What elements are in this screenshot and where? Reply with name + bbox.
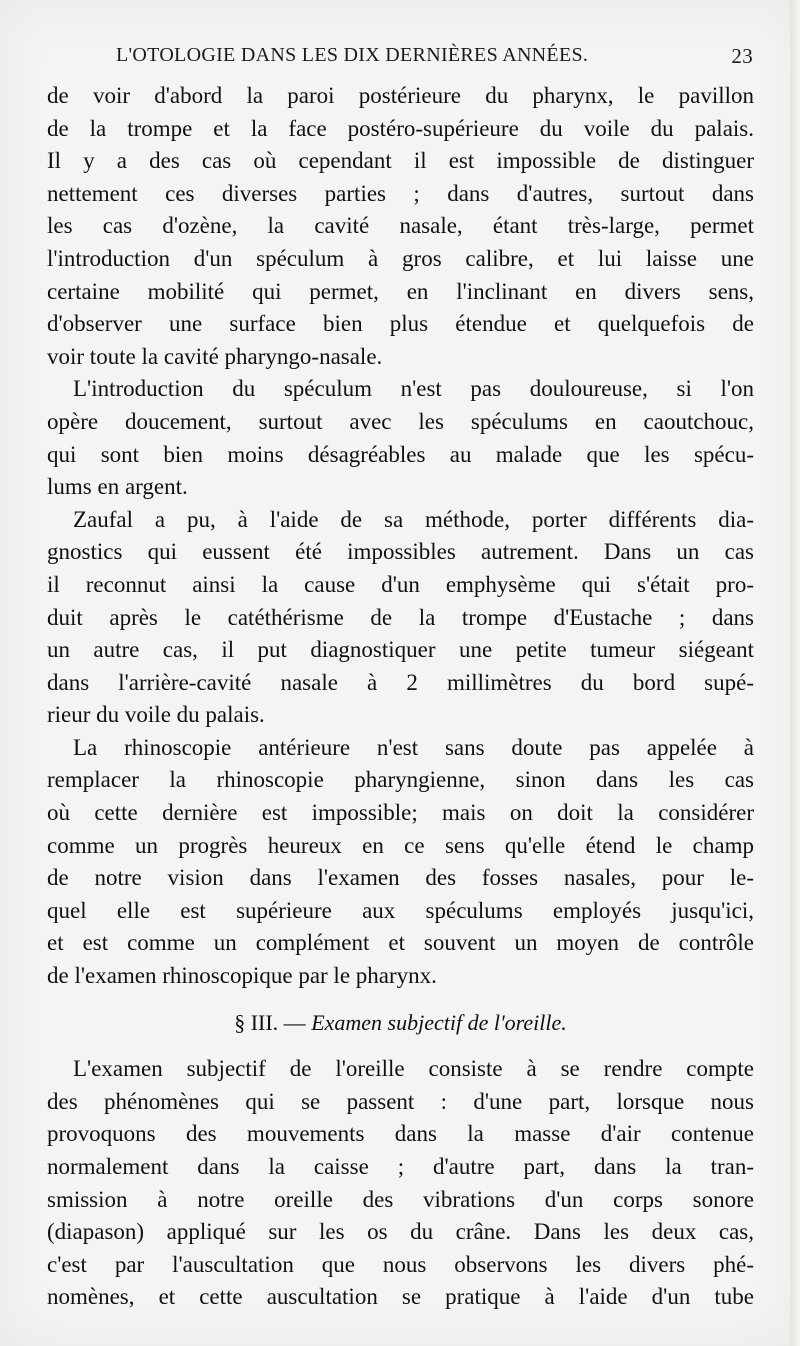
text-line: un autre cas, il put diagnostiquer une petite tumeur siégeant — [47, 637, 754, 663]
text-line: c'est par l'auscultation que nous observons les divers phé- — [47, 1251, 754, 1277]
page-number: 23 — [731, 44, 753, 68]
text-line: provoquons des mouvements dans la masse d'air contenue — [47, 1121, 754, 1147]
text-line: dans l'arrière-cavité nasale à 2 millimètres du bord supé- — [47, 669, 754, 695]
section-title: Examen subjectif de l'oreille. — [311, 1009, 567, 1035]
text-line: voir toute la cavité pharyngo-nasale. — [47, 343, 383, 369]
text-line: (diapason) appliqué sur les os du crâne. Dans les deux cas, — [47, 1219, 754, 1245]
section-heading — [47, 1007, 754, 1040]
paragraph — [47, 732, 754, 993]
text-line: qui sont bien moins désagréables au malade que les spécu- — [47, 441, 754, 467]
text-line: remplacer la rhinoscopie pharyngienne, sinon dans les cas — [47, 767, 754, 793]
text-line: rieur du voile du palais. — [47, 702, 265, 728]
text-line: gnostics qui eussent été impossibles autrement. Dans un cas — [47, 539, 754, 565]
text-line: où cette dernière est impossible; mais on doit la considérer — [47, 800, 754, 826]
text-line: et est comme un complément et souvent un moyen de contrôle — [47, 930, 754, 956]
text-line: lums en argent. — [47, 474, 188, 500]
text-line: l'introduction d'un spéculum à gros calibre, et lui laisse une — [47, 245, 754, 271]
text-line: de la trompe et la face postéro-supérieure du voile du palais. — [47, 115, 754, 141]
text-line: duit après le catéthérisme de la trompe d'Eustache ; dans — [47, 604, 754, 630]
running-title: L'OTOLOGIE DANS LES DIX DERNIÈRES ANNÉES. — [116, 44, 589, 66]
text-line: Il y a des cas où cependant il est impossible de distinguer — [47, 148, 754, 174]
text-line: normalement dans la caisse ; d'autre part, dans la tran- — [47, 1154, 754, 1179]
text-line: de notre vision dans l'examen des fosses nasales, pour le- — [47, 865, 754, 891]
text-line: smission à notre oreille des vibrations d'un corps sonore — [47, 1186, 754, 1212]
paragraph — [47, 504, 754, 732]
text-line: de l'examen rhinoscopique par le pharynx. — [47, 963, 437, 989]
text-line: La rhinoscopie antérieure n'est sans doute pas appelée à — [73, 734, 754, 760]
text-line: de voir d'abord la paroi postérieure du pharynx, le pavillon — [47, 83, 754, 108]
text-line: les cas d'ozène, la cavité nasale, étant très-large, permet — [47, 213, 754, 239]
section-number: § III. — — [234, 1009, 306, 1035]
paragraph — [47, 373, 754, 503]
text-line: L'introduction du spéculum n'est pas douloureuse, si l'on — [73, 376, 754, 402]
paragraph — [47, 1053, 754, 1314]
text-line: comme un progrès heureux en ce sens qu'elle étend le champ — [47, 832, 754, 858]
text-line: quel elle est supérieure aux spéculums employés jusqu'ici, — [47, 897, 754, 923]
page-header — [48, 44, 753, 70]
text-line: L'examen subjectif de l'oreille consiste à se rendre compte — [73, 1056, 754, 1082]
body-text — [47, 80, 754, 1314]
page-gutter-shadow — [790, 0, 800, 1346]
text-line: nomènes, et cette auscultation se pratique à l'aide d'un tube — [47, 1284, 754, 1310]
text-line: certaine mobilité qui permet, en l'inclinant en divers sens, — [47, 278, 754, 304]
text-line: opère doucement, surtout avec les spéculums en caoutchouc, — [47, 408, 754, 434]
text-line: il reconnut ainsi la cause d'un emphysème qui s'était pro- — [47, 571, 754, 597]
text-line: nettement ces diverses parties ; dans d'autres, surtout dans — [47, 180, 754, 206]
text-line: Zaufal a pu, à l'aide de sa méthode, porter différents dia- — [73, 506, 754, 532]
paragraph — [47, 80, 754, 373]
text-line: d'observer une surface bien plus étendue et quelquefois de — [47, 311, 754, 337]
text-line: des phénomènes qui se passent : d'une part, lorsque nous — [47, 1088, 754, 1114]
